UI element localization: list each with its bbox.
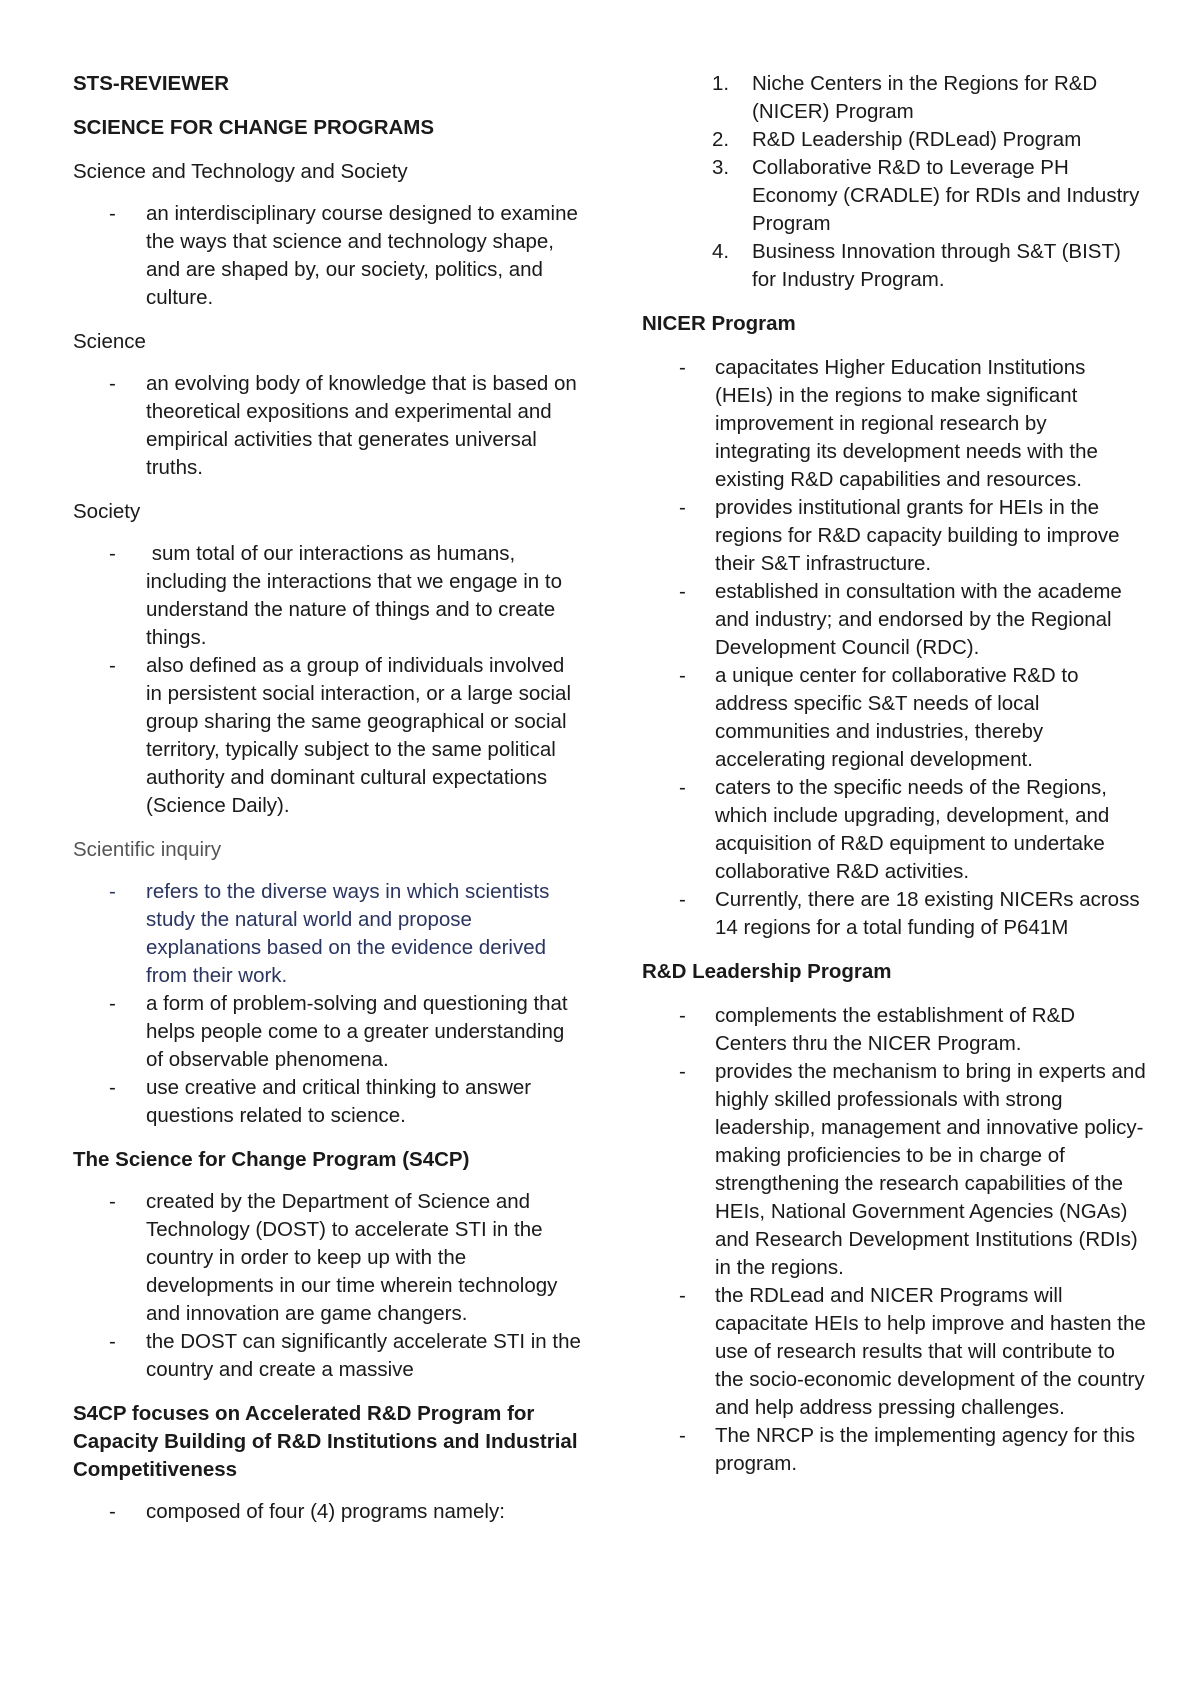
list-item: - sum total of our interactions as humans, including the interactions that we engage in to understand the nature of things and to create things.	[73, 540, 583, 652]
list-item: - established in consultation with the academe and industry; and endorsed by the Regional Development Council (RDC).	[642, 578, 1147, 662]
item-text: Collaborative R&D to Leverage PH Economy (CRADLE) for RDIs and Industry Program	[752, 156, 1140, 235]
program-item	[642, 70, 1147, 126]
focus-heading: S4CP focuses on Accelerated R&D Program for Capacity Building of R&D Institutions and Industrial Competitiveness	[73, 1402, 578, 1481]
list-item: - the DOST can significantly accelerate STI in the country and create a massive	[73, 1328, 583, 1384]
item-number: 4.	[712, 240, 730, 263]
list-item: - provides the mechanism to bring in experts and highly skilled professionals with strong leadership, management and innovative policy-making proficiencies to be in charge of strengthening the research capabilities of the HEIs, National Government Agencies (NGAs) and Research Development Institutions (RDIs) in the regions.	[642, 1058, 1147, 1282]
list-item: - use creative and critical thinking to answer questions related to science.	[73, 1074, 583, 1130]
item-text: R&D Leadership (RDLead) Program	[752, 128, 1082, 151]
item-number: 3.	[712, 156, 730, 179]
list-item: - composed of four (4) programs namely:	[73, 1498, 583, 1526]
list-item: - refers to the diverse ways in which scientists study the natural world and propose explanations based on the evidence derived from their work.	[73, 878, 583, 990]
society-list	[73, 540, 583, 820]
list-item: - also defined as a group of individuals involved in persistent social interaction, or a large social group sharing the same geographical or social territory, typically subject to the same political authority and dominant cultural expectations (Science Daily).	[73, 652, 583, 820]
science-list	[73, 370, 583, 482]
rdlead-list	[642, 1002, 1147, 1478]
nicer-list	[642, 354, 1147, 942]
item-number: 2.	[712, 128, 730, 151]
nicer-heading: NICER Program	[642, 312, 796, 335]
list-item: - Currently, there are 18 existing NICERs across 14 regions for a total funding of P641M	[642, 886, 1147, 942]
list-item: - capacitates Higher Education Institutions (HEIs) in the regions to make significant improvement in regional research by integrating its development needs with the existing R&D capabilities and resources.	[642, 354, 1147, 494]
inquiry-list	[73, 878, 583, 1130]
programs-list	[642, 70, 1147, 294]
left-column	[73, 70, 583, 1542]
list-item: - an evolving body of knowledge that is based on theoretical expositions and experimental and empirical activities that generates universal truths.	[73, 370, 583, 482]
item-text: Business Innovation through S&T (BIST) for Industry Program.	[752, 240, 1121, 291]
s4cp-heading: The Science for Change Program (S4CP)	[73, 1148, 470, 1171]
sts-heading: Science and Technology and Society	[73, 160, 408, 183]
sts-list	[73, 200, 583, 312]
rdlead-heading: R&D Leadership Program	[642, 960, 892, 983]
list-item: - caters to the specific needs of the Regions, which include upgrading, development, and acquisition of R&D equipment to undertake collaborative R&D activities.	[642, 774, 1147, 886]
item-number: 1.	[712, 72, 730, 95]
science-heading: Science	[73, 330, 146, 353]
inquiry-heading: Scientific inquiry	[73, 838, 222, 861]
society-heading: Society	[73, 500, 141, 523]
doc-title: STS-REVIEWER	[73, 72, 230, 95]
list-item: - provides institutional grants for HEIs in the regions for R&D capacity building to improve their S&T infrastructure.	[642, 494, 1147, 578]
program-item	[642, 126, 1147, 154]
item-text: Niche Centers in the Regions for R&D (NICER) Program	[752, 72, 1098, 123]
doc-subtitle: SCIENCE FOR CHANGE PROGRAMS	[73, 116, 435, 139]
list-item: - created by the Department of Science and Technology (DOST) to accelerate STI in the country in order to keep up with the developments in our time wherein technology and innovation are game changers.	[73, 1188, 583, 1328]
list-item: - the RDLead and NICER Programs will capacitate HEIs to help improve and hasten the use of research results that will contribute to the socio-economic development of the country and help address pressing challenges.	[642, 1282, 1147, 1422]
program-item	[642, 154, 1147, 238]
program-item	[642, 238, 1147, 294]
list-item: - a form of problem-solving and questioning that helps people come to a greater understanding of observable phenomena.	[73, 990, 583, 1074]
list-item: - complements the establishment of R&D Centers thru the NICER Program.	[642, 1002, 1147, 1058]
focus-list	[73, 1498, 583, 1526]
list-item: - a unique center for collaborative R&D to address specific S&T needs of local communities and industries, thereby accelerating regional development.	[642, 662, 1147, 774]
list-item: - The NRCP is the implementing agency for this program.	[642, 1422, 1147, 1478]
s4cp-list	[73, 1188, 583, 1384]
right-column	[642, 70, 1147, 1494]
list-item: - an interdisciplinary course designed to examine the ways that science and technology shape, and are shaped by, our society, politics, and culture.	[73, 200, 583, 312]
